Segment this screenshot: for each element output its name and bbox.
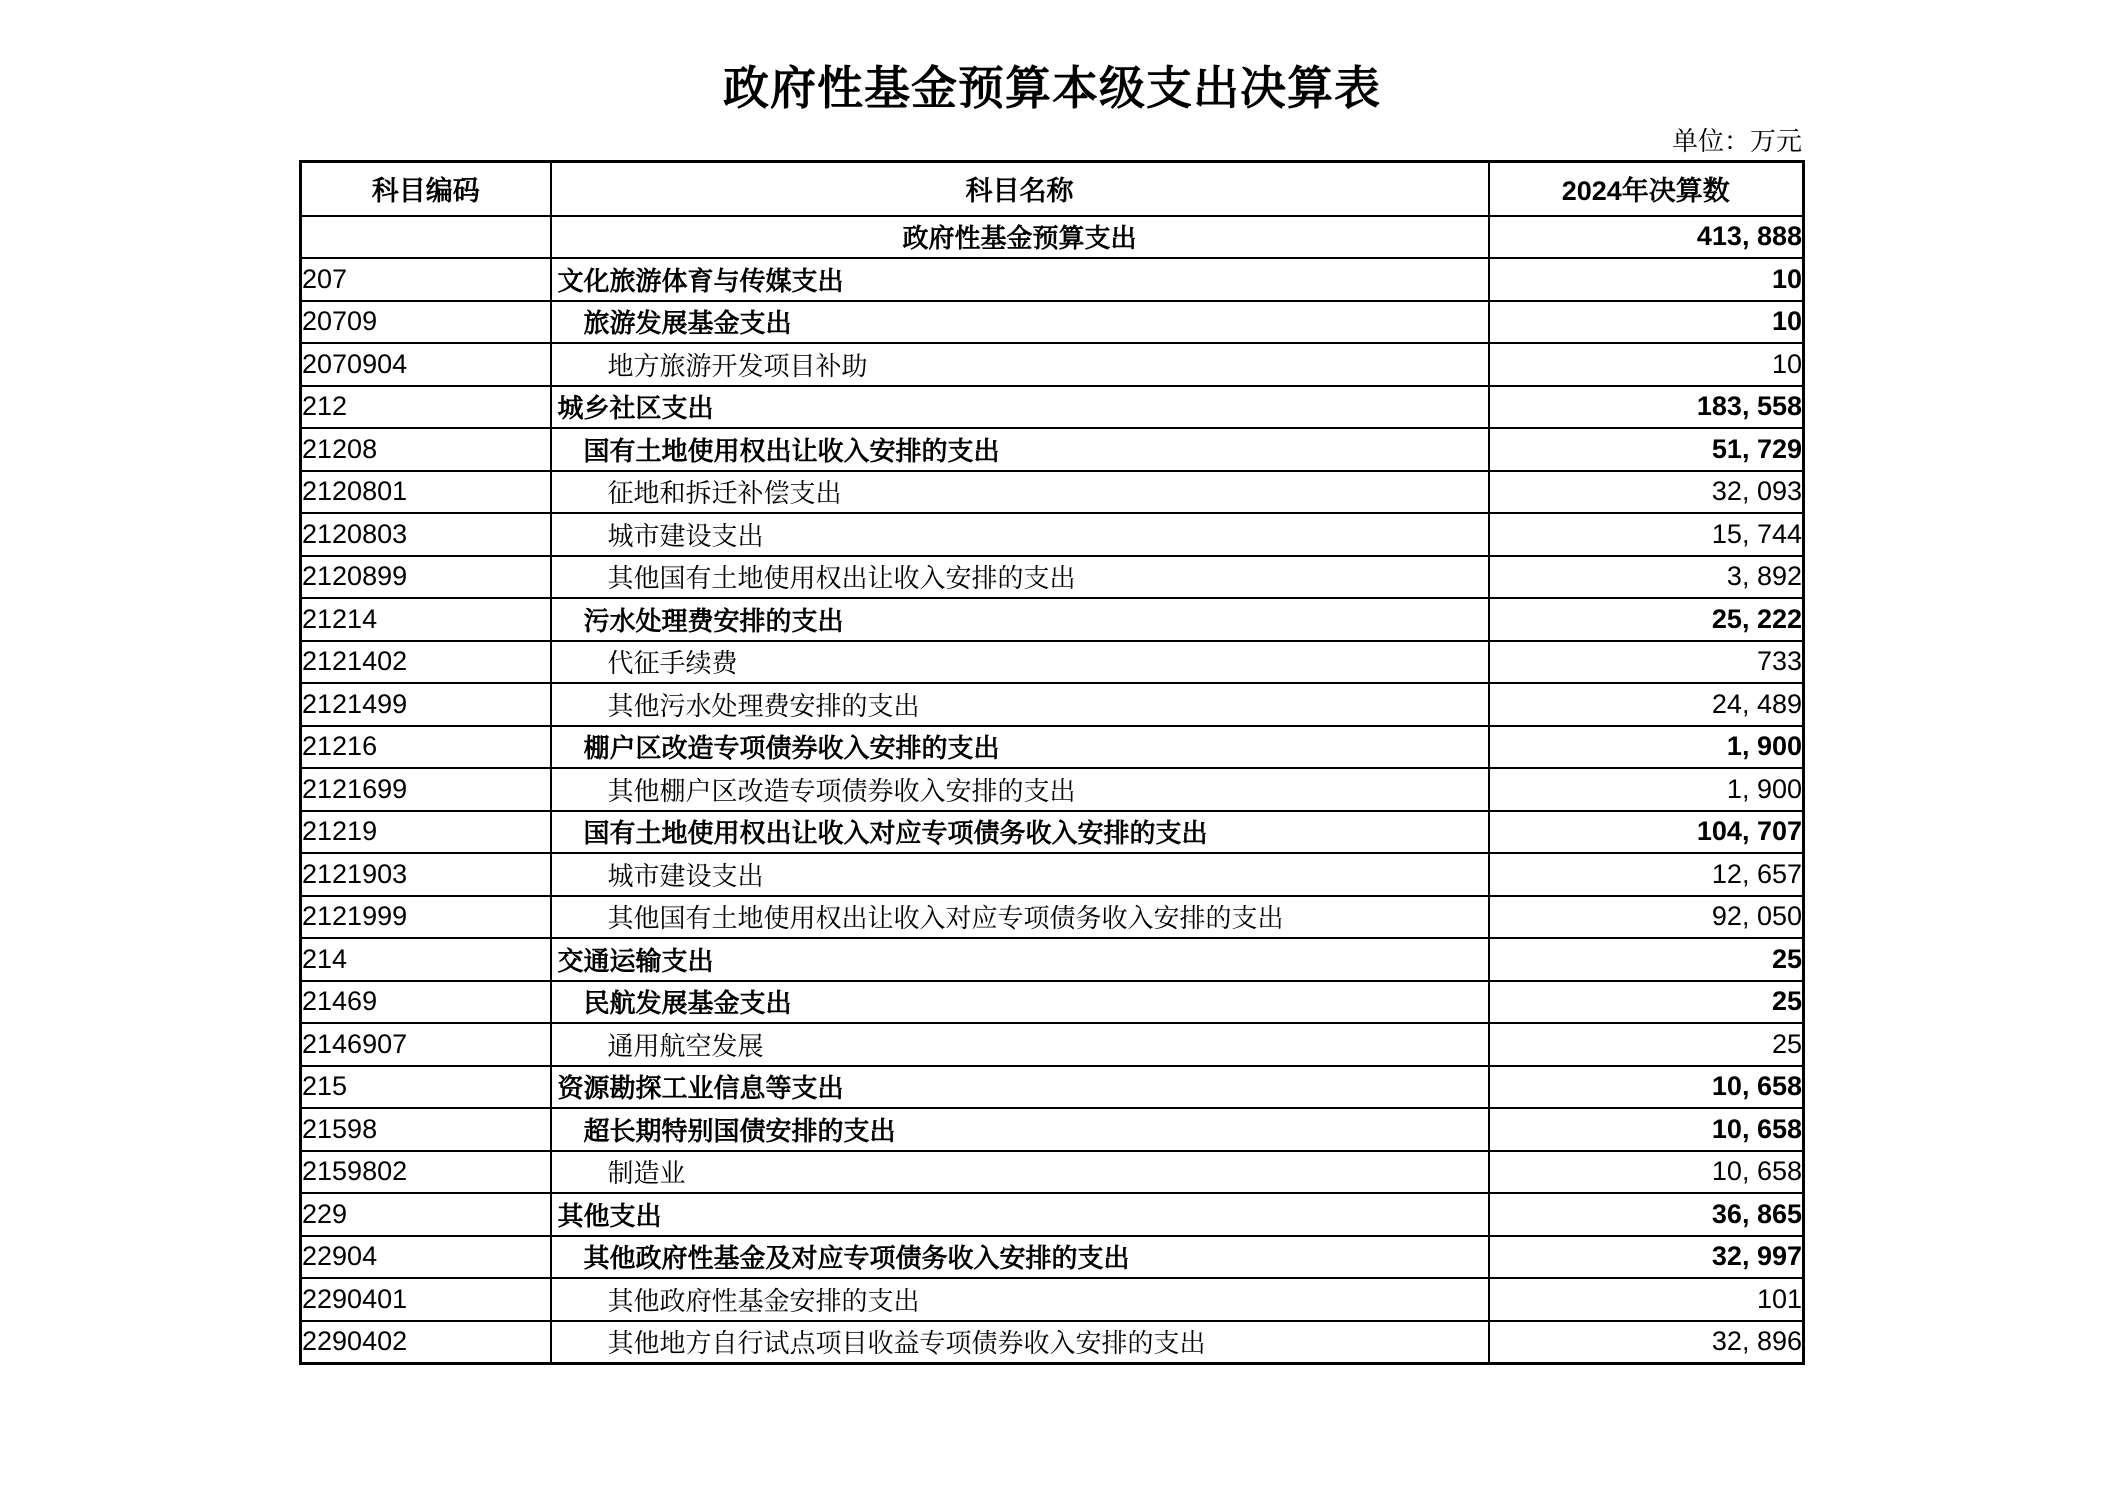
- subject-name-cell: 其他支出: [551, 1193, 1489, 1236]
- subject-code-cell: 212: [301, 386, 551, 429]
- subject-name-cell: 国有土地使用权出让收入安排的支出: [551, 428, 1489, 471]
- subject-name-cell: 资源勘探工业信息等支出: [551, 1066, 1489, 1109]
- table-row: [301, 386, 1804, 429]
- table-row: [301, 1151, 1804, 1194]
- subject-code-cell: 21219: [301, 811, 551, 854]
- table-row: [301, 513, 1804, 556]
- amount-cell: 10: [1489, 301, 1804, 344]
- subject-name-cell: 交通运输支出: [551, 938, 1489, 981]
- amount-cell: 25: [1489, 1023, 1804, 1066]
- subject-name-cell: 文化旅游体育与传媒支出: [551, 258, 1489, 301]
- table-row: [301, 1236, 1804, 1279]
- subject-name-cell: 城乡社区支出: [551, 386, 1489, 429]
- subject-name-cell: 政府性基金预算支出: [551, 216, 1489, 259]
- table-row: [301, 981, 1804, 1024]
- amount-cell: 51, 729: [1489, 428, 1804, 471]
- subject-code-cell: 2121402: [301, 641, 551, 684]
- amount-cell: 92, 050: [1489, 896, 1804, 939]
- subject-name-cell: 民航发展基金支出: [551, 981, 1489, 1024]
- subject-code-cell: 21598: [301, 1108, 551, 1151]
- subject-code-cell: 21214: [301, 598, 551, 641]
- header-subject-code: 科目编码: [301, 162, 551, 216]
- amount-cell: 1, 900: [1489, 768, 1804, 811]
- table-row: [301, 1023, 1804, 1066]
- subject-name-cell: 棚户区改造专项债券收入安排的支出: [551, 726, 1489, 769]
- amount-cell: 733: [1489, 641, 1804, 684]
- amount-cell: 12, 657: [1489, 853, 1804, 896]
- header-2024-final-amount: 2024年决算数: [1489, 162, 1804, 216]
- table-row: [301, 216, 1804, 259]
- subject-code-cell: 21216: [301, 726, 551, 769]
- amount-cell: 25: [1489, 981, 1804, 1024]
- amount-cell: 32, 997: [1489, 1236, 1804, 1279]
- table-row: [301, 343, 1804, 386]
- table-row: [301, 471, 1804, 514]
- amount-cell: 1, 900: [1489, 726, 1804, 769]
- table-row: [301, 556, 1804, 599]
- table-row: [301, 428, 1804, 471]
- table-row: [301, 641, 1804, 684]
- amount-cell: 10: [1489, 343, 1804, 386]
- subject-name-cell: 地方旅游开发项目补助: [551, 343, 1489, 386]
- subject-code-cell: [301, 216, 551, 259]
- subject-code-cell: 21208: [301, 428, 551, 471]
- subject-code-cell: 20709: [301, 301, 551, 344]
- subject-name-cell: 城市建设支出: [551, 853, 1489, 896]
- subject-name-cell: 旅游发展基金支出: [551, 301, 1489, 344]
- subject-name-cell: 通用航空发展: [551, 1023, 1489, 1066]
- subject-name-cell: 超长期特别国债安排的支出: [551, 1108, 1489, 1151]
- subject-code-cell: 2121999: [301, 896, 551, 939]
- subject-code-cell: 2121903: [301, 853, 551, 896]
- table-row: [301, 598, 1804, 641]
- amount-cell: 413, 888: [1489, 216, 1804, 259]
- amount-cell: 101: [1489, 1278, 1804, 1321]
- amount-cell: 104, 707: [1489, 811, 1804, 854]
- subject-name-cell: 代征手续费: [551, 641, 1489, 684]
- header-subject-name: 科目名称: [551, 162, 1489, 216]
- budget-table: [299, 160, 1805, 1365]
- subject-name-cell: 其他政府性基金安排的支出: [551, 1278, 1489, 1321]
- table-body: [301, 216, 1804, 1364]
- subject-name-cell: 征地和拆迁补偿支出: [551, 471, 1489, 514]
- amount-cell: 25, 222: [1489, 598, 1804, 641]
- subject-name-cell: 国有土地使用权出让收入对应专项债务收入安排的支出: [551, 811, 1489, 854]
- table-row: [301, 1066, 1804, 1109]
- table-row: [301, 853, 1804, 896]
- subject-code-cell: 2159802: [301, 1151, 551, 1194]
- subject-name-cell: 其他政府性基金及对应专项债务收入安排的支出: [551, 1236, 1489, 1279]
- subject-name-cell: 其他国有土地使用权出让收入安排的支出: [551, 556, 1489, 599]
- table-row: [301, 1278, 1804, 1321]
- subject-code-cell: 22904: [301, 1236, 551, 1279]
- table-row: [301, 726, 1804, 769]
- table-row: [301, 258, 1804, 301]
- amount-cell: 10, 658: [1489, 1151, 1804, 1194]
- table-row: [301, 1108, 1804, 1151]
- subject-code-cell: 214: [301, 938, 551, 981]
- amount-cell: 3, 892: [1489, 556, 1804, 599]
- subject-name-cell: 其他棚户区改造专项债券收入安排的支出: [551, 768, 1489, 811]
- table-row: [301, 811, 1804, 854]
- amount-cell: 183, 558: [1489, 386, 1804, 429]
- amount-cell: 36, 865: [1489, 1193, 1804, 1236]
- subject-name-cell: 其他国有土地使用权出让收入对应专项债务收入安排的支出: [551, 896, 1489, 939]
- subject-code-cell: 2290401: [301, 1278, 551, 1321]
- subject-code-cell: 2120801: [301, 471, 551, 514]
- subject-name-cell: 污水处理费安排的支出: [551, 598, 1489, 641]
- subject-code-cell: 21469: [301, 981, 551, 1024]
- amount-cell: 10: [1489, 258, 1804, 301]
- header-row: [301, 162, 1804, 216]
- amount-cell: 25: [1489, 938, 1804, 981]
- subject-code-cell: 2290402: [301, 1321, 551, 1364]
- subject-name-cell: 其他污水处理费安排的支出: [551, 683, 1489, 726]
- amount-cell: 10, 658: [1489, 1066, 1804, 1109]
- amount-cell: 24, 489: [1489, 683, 1804, 726]
- subject-code-cell: 2121499: [301, 683, 551, 726]
- subject-code-cell: 2070904: [301, 343, 551, 386]
- subject-code-cell: 229: [301, 1193, 551, 1236]
- subject-code-cell: 2146907: [301, 1023, 551, 1066]
- subject-code-cell: 215: [301, 1066, 551, 1109]
- amount-cell: 10, 658: [1489, 1108, 1804, 1151]
- table-row: [301, 301, 1804, 344]
- subject-name-cell: 制造业: [551, 1151, 1489, 1194]
- table-row: [301, 896, 1804, 939]
- amount-cell: 32, 093: [1489, 471, 1804, 514]
- table-row: [301, 1193, 1804, 1236]
- page-title: 政府性基金预算本级支出决算表: [723, 62, 1381, 114]
- subject-code-cell: 207: [301, 258, 551, 301]
- unit-note: 单位：万元: [1671, 126, 1802, 156]
- subject-code-cell: 2121699: [301, 768, 551, 811]
- subject-name-cell: 城市建设支出: [551, 513, 1489, 556]
- amount-cell: 32, 896: [1489, 1321, 1804, 1364]
- subject-code-cell: 2120899: [301, 556, 551, 599]
- subject-code-cell: 2120803: [301, 513, 551, 556]
- table-row: [301, 938, 1804, 981]
- subject-name-cell: 其他地方自行试点项目收益专项债券收入安排的支出: [551, 1321, 1489, 1364]
- table-row: [301, 1321, 1804, 1364]
- amount-cell: 15, 744: [1489, 513, 1804, 556]
- table-row: [301, 768, 1804, 811]
- table-row: [301, 683, 1804, 726]
